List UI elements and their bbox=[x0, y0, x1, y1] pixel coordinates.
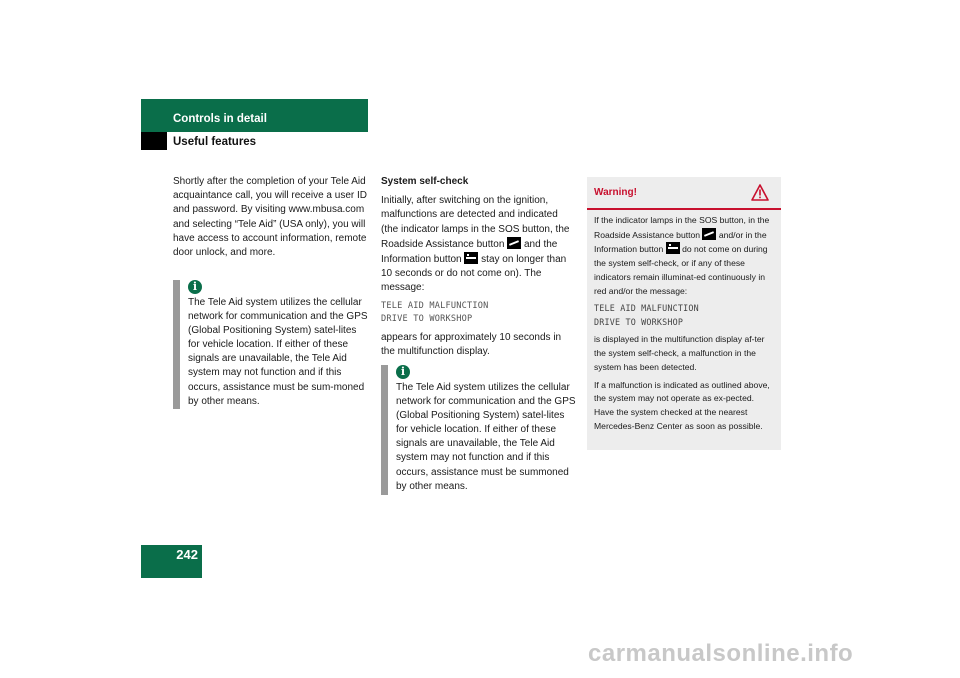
info-note-left bbox=[173, 280, 369, 409]
warning-display-line-2: DRIVE TO WORKSHOP bbox=[594, 316, 684, 327]
page-number: 242 bbox=[176, 547, 198, 562]
roadside-assistance-button-icon bbox=[702, 228, 716, 240]
header-marker bbox=[141, 132, 167, 150]
display-message-line-2: DRIVE TO WORKSHOP bbox=[381, 314, 473, 325]
warning-body bbox=[594, 214, 776, 437]
info-icon: i bbox=[396, 365, 410, 379]
info-icon: i bbox=[188, 280, 202, 294]
column-middle bbox=[381, 175, 577, 363]
column-left bbox=[173, 175, 369, 264]
warning-paragraph-3: If a malfunction is indicated as outlined above, the system may not operate as ex-pected. Have the system checked at the nearest Mercedes-Benz Center as soon as possible. bbox=[594, 379, 770, 431]
section-title: Controls in detail bbox=[173, 113, 267, 125]
warning-text-3: do not come on during the system self-check, or if any of these indicators remain illuminat-ed continuously in red and/or the message: bbox=[594, 244, 768, 296]
roadside-assistance-button-icon bbox=[507, 237, 521, 249]
note-text: The Tele Aid system utilizes the cellular network for communication and the GPS (Global Positioning System) satel-lites for vehicle location. If either of these signals are unavailable, the Tele Aid system may not function and if this occurs, assistance must be sum-moned by other means. bbox=[188, 297, 368, 407]
watermark: carmanualsonline.info bbox=[588, 640, 854, 667]
warning-paragraph-2: is displayed in the multifunction display af-ter the system self-check, a malfunction in the system has been detected. bbox=[594, 334, 765, 372]
information-button-icon bbox=[464, 252, 478, 264]
note-bar bbox=[381, 365, 388, 495]
information-button-icon bbox=[666, 242, 680, 254]
self-check-heading: System self-check bbox=[381, 176, 469, 187]
warning-divider bbox=[587, 208, 781, 210]
warning-display-line-1: TELE AID MALFUNCTION bbox=[594, 303, 699, 314]
warning-triangle-icon bbox=[751, 184, 769, 201]
display-duration-paragraph: appears for approximately 10 seconds in the multifunction display. bbox=[381, 331, 562, 358]
warning-display-message bbox=[594, 302, 776, 329]
display-message-line-1: TELE AID MALFUNCTION bbox=[381, 300, 489, 311]
section-subtitle: Useful features bbox=[173, 136, 257, 148]
warning-box bbox=[587, 177, 781, 450]
warning-paragraph-1 bbox=[594, 214, 776, 298]
intro-paragraph: Shortly after the completion of your Tele Aid acquaintance call, you will receive a user ID and password. By visiting www.mbusa.com and selecting “Tele Aid” (USA only), you will have access to account information, remote door unlock, and more. bbox=[173, 176, 367, 259]
warning-text-2: and/or in the Information button bbox=[594, 229, 767, 255]
note-bar bbox=[173, 280, 180, 409]
info-note-middle bbox=[381, 365, 577, 495]
self-check-text-1: Initially, after switching on the ignition, malfunctions are detected and indicated (the indicator lamps in the SOS button, the Roadside Assistance button bbox=[381, 195, 570, 250]
self-check-text-3: stay on longer than 10 seconds or do not come on). The message: bbox=[381, 254, 567, 294]
self-check-paragraph bbox=[381, 194, 577, 295]
self-check-text-2: and the Information button bbox=[381, 238, 558, 266]
note-text: The Tele Aid system utilizes the cellular network for communication and the GPS (Global Positioning System) satel-lites for vehicle location. If either of these signals are unavailable, the Tele Aid system may not function and if this occurs, assistance must be summoned by other means. bbox=[396, 382, 576, 492]
warning-text-1: If the indicator lamps in the SOS button, in the Roadside Assistance button bbox=[594, 215, 770, 240]
warning-title: Warning! bbox=[594, 187, 637, 198]
display-message bbox=[381, 300, 577, 327]
